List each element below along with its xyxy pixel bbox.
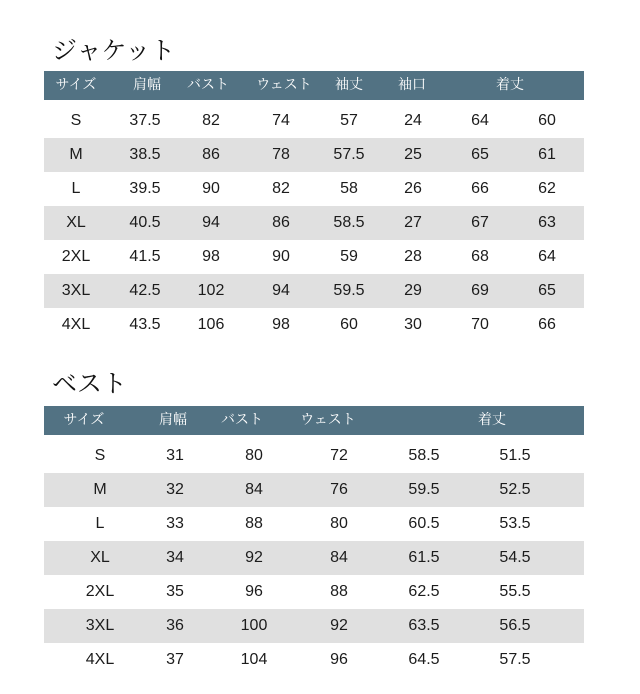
jacket-cell: 57.5	[333, 146, 365, 163]
vest-table-row	[44, 609, 584, 643]
vest-table-row	[44, 541, 584, 575]
jacket-cell: 59.5	[333, 282, 365, 299]
jacket-cell: 61	[538, 146, 556, 163]
jacket-header-cell: 袖丈	[335, 77, 363, 93]
vest-cell: 62.5	[408, 583, 440, 600]
jacket-cell: 38.5	[129, 146, 161, 163]
vest-cell: 56.5	[499, 617, 531, 634]
vest-cell: 55.5	[499, 583, 531, 600]
jacket-cell: 24	[404, 112, 422, 129]
jacket-table-row	[44, 308, 584, 342]
vest-cell: 100	[240, 617, 268, 634]
vest-cell: 92	[245, 549, 263, 566]
jacket-cell: 67	[471, 214, 489, 231]
vest-cell: 51.5	[499, 447, 531, 464]
vest-cell: 84	[330, 549, 348, 566]
jacket-cell: 41.5	[129, 248, 161, 265]
vest-cell: 34	[166, 549, 184, 566]
vest-header-cell: 肩幅	[159, 412, 187, 428]
jacket-cell: 68	[471, 248, 489, 265]
jacket-table-row	[44, 240, 584, 274]
vest-table-row	[44, 507, 584, 541]
jacket-cell: 28	[404, 248, 422, 265]
jacket-cell: 30	[404, 316, 422, 333]
jacket-cell: 25	[404, 146, 422, 163]
vest-table-row	[44, 439, 584, 473]
jacket-cell: 63	[538, 214, 556, 231]
jacket-cell: 40.5	[129, 214, 161, 231]
jacket-cell: S	[70, 112, 82, 129]
vest-cell: XL	[90, 549, 110, 566]
jacket-cell: 78	[272, 146, 290, 163]
jacket-cell: 43.5	[129, 316, 161, 333]
jacket-size-table	[44, 71, 584, 344]
jacket-cell: 26	[404, 180, 422, 197]
jacket-cell: 65	[471, 146, 489, 163]
jacket-table-row	[44, 172, 584, 206]
jacket-header-cell: 着丈	[496, 77, 524, 93]
vest-cell: 31	[166, 447, 184, 464]
jacket-header-cell: ウェスト	[256, 77, 312, 93]
jacket-header-cell: 肩幅	[133, 77, 161, 93]
jacket-cell: 57	[340, 112, 358, 129]
jacket-cell: 62	[538, 180, 556, 197]
vest-cell: 63.5	[408, 617, 440, 634]
jacket-cell: 58.5	[333, 214, 365, 231]
vest-cell: 72	[330, 447, 348, 464]
vest-table-row	[44, 643, 584, 677]
jacket-header-cell: 袖口	[398, 77, 426, 93]
jacket-cell: 42.5	[129, 282, 161, 299]
vest-cell: 54.5	[499, 549, 531, 566]
jacket-cell: 70	[471, 316, 489, 333]
jacket-cell: 27	[404, 214, 422, 231]
vest-header-cell: バスト	[221, 412, 263, 428]
jacket-cell: 66	[538, 316, 556, 333]
jacket-cell: 106	[197, 316, 225, 333]
vest-cell: 92	[330, 617, 348, 634]
vest-table-row	[44, 575, 584, 609]
jacket-cell: 59	[340, 248, 358, 265]
vest-header-row	[44, 406, 584, 435]
jacket-table-row	[44, 206, 584, 240]
vest-cell: L	[95, 515, 105, 532]
jacket-cell: 90	[202, 180, 220, 197]
jacket-cell: 98	[272, 316, 290, 333]
vest-cell: 59.5	[408, 481, 440, 498]
vest-header-cell: サイズ	[63, 412, 105, 428]
vest-cell: 64.5	[408, 651, 440, 668]
vest-cell: S	[94, 447, 106, 464]
jacket-cell: 4XL	[61, 316, 91, 333]
vest-cell: 37	[166, 651, 184, 668]
jacket-cell: 3XL	[61, 282, 91, 299]
jacket-table-row	[44, 138, 584, 172]
vest-cell: 96	[330, 651, 348, 668]
jacket-cell: 37.5	[129, 112, 161, 129]
jacket-header-cell: サイズ	[55, 77, 97, 93]
jacket-cell: 29	[404, 282, 422, 299]
vest-cell: 96	[245, 583, 263, 600]
jacket-cell: 94	[202, 214, 220, 231]
jacket-cell: 74	[272, 112, 290, 129]
jacket-header-row	[44, 71, 584, 100]
vest-cell: 88	[330, 583, 348, 600]
jacket-cell: 69	[471, 282, 489, 299]
vest-cell: 80	[245, 447, 263, 464]
jacket-cell: 90	[272, 248, 290, 265]
vest-cell: 35	[166, 583, 184, 600]
jacket-cell: 86	[202, 146, 220, 163]
jacket-cell: XL	[66, 214, 86, 231]
jacket-table-row	[44, 104, 584, 138]
jacket-cell: 102	[197, 282, 225, 299]
vest-cell: 104	[240, 651, 268, 668]
vest-cell: 88	[245, 515, 263, 532]
vest-cell: 32	[166, 481, 184, 498]
vest-header-cell: 着丈	[478, 412, 506, 428]
vest-cell: 57.5	[499, 651, 531, 668]
jacket-cell: 82	[272, 180, 290, 197]
jacket-cell: 60	[340, 316, 358, 333]
jacket-cell: 58	[340, 180, 358, 197]
vest-cell: 4XL	[85, 651, 115, 668]
jacket-cell: 39.5	[129, 180, 161, 197]
vest-cell: 80	[330, 515, 348, 532]
jacket-title: ジャケット	[52, 36, 176, 65]
vest-cell: 36	[166, 617, 184, 634]
vest-size-table	[44, 406, 584, 678]
vest-cell: 58.5	[408, 447, 440, 464]
jacket-cell: 94	[272, 282, 290, 299]
vest-cell: 52.5	[499, 481, 531, 498]
vest-cell: 53.5	[499, 515, 531, 532]
jacket-cell: 82	[202, 112, 220, 129]
jacket-cell: 60	[538, 112, 556, 129]
jacket-cell: 2XL	[61, 248, 91, 265]
jacket-cell: 64	[538, 248, 556, 265]
jacket-cell: 65	[538, 282, 556, 299]
jacket-cell: 64	[471, 112, 489, 129]
vest-cell: 3XL	[85, 617, 115, 634]
jacket-table-row	[44, 274, 584, 308]
jacket-cell: 98	[202, 248, 220, 265]
vest-title: ベスト	[52, 369, 128, 398]
vest-cell: 2XL	[85, 583, 115, 600]
vest-header-cell: ウェスト	[300, 412, 356, 428]
vest-cell: 76	[330, 481, 348, 498]
vest-cell: 60.5	[408, 515, 440, 532]
vest-cell: 61.5	[408, 549, 440, 566]
vest-cell: 33	[166, 515, 184, 532]
jacket-cell: L	[71, 180, 81, 197]
jacket-cell: 86	[272, 214, 290, 231]
vest-cell: 84	[245, 481, 263, 498]
jacket-cell: M	[69, 146, 83, 163]
jacket-header-cell: バスト	[187, 77, 229, 93]
jacket-cell: 66	[471, 180, 489, 197]
vest-cell: M	[93, 481, 107, 498]
vest-table-row	[44, 473, 584, 507]
